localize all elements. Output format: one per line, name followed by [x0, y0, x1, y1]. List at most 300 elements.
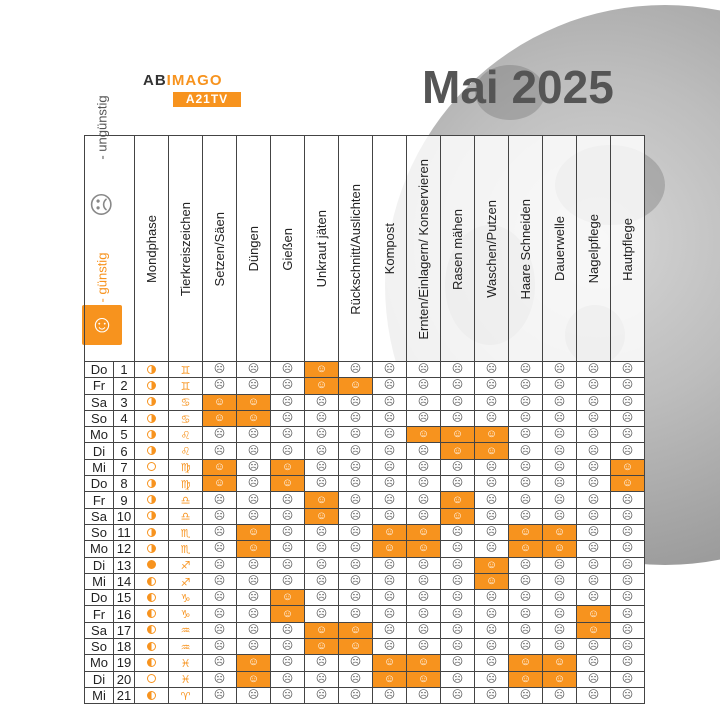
- unfavorable-cell: ☹: [373, 606, 407, 622]
- day-number-cell: 9: [114, 492, 135, 508]
- moon-phase-icon: [147, 446, 156, 455]
- unfavorable-cell: ☹: [407, 378, 441, 394]
- weekday-cell: Mi: [85, 459, 114, 475]
- zodiac-cell: [169, 362, 203, 378]
- unfavorable-cell: ☹: [373, 476, 407, 492]
- unfavorable-cell: ☹: [305, 427, 339, 443]
- unfavorable-cell: ☹: [271, 443, 305, 459]
- unfavorable-cell: ☹: [475, 639, 509, 655]
- unfavorable-cell: ☹: [407, 492, 441, 508]
- unfavorable-cell: ☹: [203, 622, 237, 638]
- favorable-cell: ☺: [611, 476, 645, 492]
- favorable-cell: ☺: [271, 476, 305, 492]
- favorable-cell: ☺: [305, 508, 339, 524]
- zodiac-cell: [169, 410, 203, 426]
- unfavorable-cell: ☹: [509, 427, 543, 443]
- table-row: [85, 671, 645, 687]
- column-header-label: Hautpflege: [620, 217, 635, 281]
- favorable-cell: ☺: [237, 410, 271, 426]
- weekday-cell: Sa: [85, 508, 114, 524]
- unfavorable-cell: ☹: [611, 622, 645, 638]
- favorable-cell: ☺: [407, 427, 441, 443]
- moon-phase-icon: [147, 642, 156, 651]
- moon-phase-cell: [135, 459, 169, 475]
- favorable-cell: ☺: [543, 541, 577, 557]
- unfavorable-cell: ☹: [441, 410, 475, 426]
- weekday-cell: So: [85, 524, 114, 540]
- unfavorable-cell: ☹: [509, 378, 543, 394]
- calendar-body: [85, 362, 645, 704]
- zodiac-icon: ♍: [180, 462, 191, 475]
- column-header-label: Dauerwelle: [552, 216, 567, 282]
- unfavorable-cell: ☹: [203, 606, 237, 622]
- favorable-cell: ☺: [305, 378, 339, 394]
- favorable-cell: ☺: [237, 671, 271, 687]
- unfavorable-cell: ☹: [237, 427, 271, 443]
- zodiac-cell: [169, 492, 203, 508]
- unfavorable-cell: ☹: [475, 687, 509, 703]
- column-header-label: Rückschnitt/Auslichten: [348, 183, 363, 315]
- zodiac-icon: ♊: [180, 364, 191, 377]
- unfavorable-cell: ☹: [203, 508, 237, 524]
- unfavorable-cell: ☹: [305, 573, 339, 589]
- zodiac-icon: ♌: [180, 446, 191, 459]
- unfavorable-cell: ☹: [441, 362, 475, 378]
- zodiac-cell: [169, 671, 203, 687]
- unfavorable-cell: ☹: [373, 427, 407, 443]
- weekday-cell: Mo: [85, 427, 114, 443]
- column-header-label: Setzen/Säen: [212, 211, 227, 287]
- favorable-cell: ☺: [441, 443, 475, 459]
- unfavorable-cell: ☹: [577, 410, 611, 426]
- unfavorable-cell: ☹: [441, 639, 475, 655]
- favorable-cell: ☺: [509, 541, 543, 557]
- unfavorable-cell: ☹: [271, 508, 305, 524]
- unfavorable-cell: ☹: [373, 492, 407, 508]
- zodiac-cell: [169, 590, 203, 606]
- unfavorable-cell: ☹: [611, 606, 645, 622]
- unfavorable-cell: ☹: [509, 573, 543, 589]
- weekday-cell: Di: [85, 557, 114, 573]
- unfavorable-cell: ☹: [237, 476, 271, 492]
- column-header-label: Ernten/Einlagern/ Konservieren: [416, 158, 431, 340]
- moon-phase-cell: [135, 443, 169, 459]
- column-header: [611, 136, 645, 362]
- favorable-cell: ☺: [203, 394, 237, 410]
- day-number-cell: 15: [114, 590, 135, 606]
- unfavorable-cell: ☹: [271, 655, 305, 671]
- zodiac-cell: [169, 622, 203, 638]
- unfavorable-cell: ☹: [407, 590, 441, 606]
- favorable-cell: ☺: [203, 476, 237, 492]
- favorable-cell: ☺: [543, 524, 577, 540]
- unfavorable-cell: ☹: [577, 541, 611, 557]
- favorable-cell: ☺: [475, 443, 509, 459]
- unfavorable-cell: ☹: [577, 590, 611, 606]
- unfavorable-cell: ☹: [543, 427, 577, 443]
- unfavorable-cell: ☹: [339, 427, 373, 443]
- zodiac-cell: [169, 476, 203, 492]
- unfavorable-cell: ☹: [543, 443, 577, 459]
- favorable-cell: ☺: [407, 541, 441, 557]
- unfavorable-cell: ☹: [407, 459, 441, 475]
- unfavorable-cell: ☹: [509, 492, 543, 508]
- unfavorable-cell: ☹: [509, 394, 543, 410]
- unfavorable-cell: ☹: [339, 573, 373, 589]
- column-header: [543, 136, 577, 362]
- unfavorable-cell: ☹: [203, 557, 237, 573]
- unfavorable-cell: ☹: [577, 492, 611, 508]
- unfavorable-cell: ☹: [373, 394, 407, 410]
- unfavorable-cell: ☹: [441, 378, 475, 394]
- weekday-cell: Di: [85, 671, 114, 687]
- unfavorable-cell: ☹: [475, 590, 509, 606]
- unfavorable-cell: ☹: [509, 459, 543, 475]
- moon-phase-cell: [135, 492, 169, 508]
- day-number-cell: 11: [114, 524, 135, 540]
- favorable-cell: ☺: [305, 639, 339, 655]
- unfavorable-cell: ☹: [441, 573, 475, 589]
- weekday-cell: Di: [85, 443, 114, 459]
- unfavorable-cell: ☹: [543, 362, 577, 378]
- table-row: [85, 541, 645, 557]
- moon-phase-cell: [135, 508, 169, 524]
- unfavorable-cell: ☹: [237, 443, 271, 459]
- column-header-label: Waschen/Putzen: [484, 200, 499, 298]
- column-header: [373, 136, 407, 362]
- table-row: [85, 410, 645, 426]
- column-header-label: Haare Schneiden: [518, 198, 533, 300]
- moon-phase-cell: [135, 394, 169, 410]
- zodiac-icon: ♒: [180, 625, 191, 638]
- moon-phase-icon: [147, 593, 156, 602]
- unfavorable-cell: ☹: [339, 443, 373, 459]
- unfavorable-cell: ☹: [305, 443, 339, 459]
- moon-phase-cell: [135, 573, 169, 589]
- unfavorable-cell: ☹: [543, 459, 577, 475]
- table-row: [85, 573, 645, 589]
- table-row: [85, 427, 645, 443]
- unfavorable-cell: ☹: [577, 459, 611, 475]
- day-number-cell: 14: [114, 573, 135, 589]
- unfavorable-cell: ☹: [611, 443, 645, 459]
- table-row: [85, 508, 645, 524]
- unfavorable-cell: ☹: [203, 492, 237, 508]
- day-number-cell: 19: [114, 655, 135, 671]
- moon-phase-cell: [135, 557, 169, 573]
- table-row: [85, 557, 645, 573]
- column-header-label: Tierkreiszeichen: [178, 201, 193, 297]
- unfavorable-cell: ☹: [305, 524, 339, 540]
- column-header: [407, 136, 441, 362]
- unfavorable-cell: ☹: [509, 606, 543, 622]
- weekday-cell: So: [85, 410, 114, 426]
- unfavorable-cell: ☹: [407, 557, 441, 573]
- unfavorable-cell: ☹: [441, 557, 475, 573]
- legend-good-label: - günstig: [94, 252, 110, 303]
- unfavorable-cell: ☹: [577, 427, 611, 443]
- unfavorable-cell: ☹: [271, 410, 305, 426]
- unfavorable-cell: ☹: [509, 508, 543, 524]
- unfavorable-cell: ☹: [441, 671, 475, 687]
- unfavorable-cell: ☹: [339, 541, 373, 557]
- favorable-cell: ☺: [271, 459, 305, 475]
- unfavorable-cell: ☹: [373, 378, 407, 394]
- unfavorable-cell: ☹: [203, 590, 237, 606]
- favorable-cell: ☺: [305, 492, 339, 508]
- column-header-label: Nagelpflege: [586, 214, 601, 284]
- column-header: [135, 136, 169, 362]
- unfavorable-cell: ☹: [305, 655, 339, 671]
- day-number-cell: 18: [114, 639, 135, 655]
- unfavorable-cell: ☹: [373, 687, 407, 703]
- favorable-cell: ☺: [305, 622, 339, 638]
- favorable-cell: ☺: [407, 524, 441, 540]
- unfavorable-cell: ☹: [271, 573, 305, 589]
- favorable-cell: ☺: [611, 459, 645, 475]
- moon-phase-icon: [147, 511, 156, 520]
- moon-phase-cell: [135, 590, 169, 606]
- unfavorable-cell: ☹: [577, 557, 611, 573]
- unfavorable-cell: ☹: [407, 622, 441, 638]
- column-header: [203, 136, 237, 362]
- unfavorable-cell: ☹: [271, 671, 305, 687]
- favorable-cell: ☺: [577, 622, 611, 638]
- logo-ab: AB: [143, 72, 167, 89]
- unfavorable-cell: ☹: [339, 492, 373, 508]
- unfavorable-cell: ☹: [339, 362, 373, 378]
- favorable-cell: ☺: [373, 524, 407, 540]
- unfavorable-cell: ☹: [611, 671, 645, 687]
- zodiac-icon: ♌: [180, 429, 191, 442]
- moon-calendar-table: [84, 135, 645, 704]
- unfavorable-cell: ☹: [407, 394, 441, 410]
- unfavorable-cell: ☹: [509, 622, 543, 638]
- zodiac-cell: [169, 606, 203, 622]
- moon-phase-cell: [135, 476, 169, 492]
- table-row: [85, 687, 645, 703]
- unfavorable-cell: ☹: [203, 687, 237, 703]
- favorable-cell: ☺: [339, 639, 373, 655]
- unfavorable-cell: ☹: [305, 459, 339, 475]
- unfavorable-cell: ☹: [543, 394, 577, 410]
- unfavorable-cell: ☹: [577, 394, 611, 410]
- zodiac-cell: [169, 687, 203, 703]
- unfavorable-cell: ☹: [271, 639, 305, 655]
- table-row: [85, 459, 645, 475]
- unfavorable-cell: ☹: [543, 410, 577, 426]
- table-row: [85, 362, 645, 378]
- unfavorable-cell: ☹: [475, 622, 509, 638]
- logo-a21tv: A21TV: [173, 92, 241, 107]
- moon-phase-cell: [135, 687, 169, 703]
- day-number-cell: 1: [114, 362, 135, 378]
- favorable-cell: ☺: [407, 655, 441, 671]
- favorable-cell: ☺: [441, 508, 475, 524]
- unfavorable-cell: ☹: [611, 541, 645, 557]
- column-header-label: Rasen mähen: [450, 208, 465, 290]
- zodiac-icon: ♏: [180, 543, 191, 556]
- unfavorable-cell: ☹: [475, 606, 509, 622]
- unfavorable-cell: ☹: [509, 443, 543, 459]
- unfavorable-cell: ☹: [305, 606, 339, 622]
- favorable-cell: ☺: [373, 671, 407, 687]
- zodiac-cell: [169, 557, 203, 573]
- unfavorable-cell: ☹: [543, 639, 577, 655]
- unfavorable-cell: ☹: [271, 557, 305, 573]
- zodiac-cell: [169, 394, 203, 410]
- unfavorable-cell: ☹: [203, 541, 237, 557]
- unfavorable-cell: ☹: [543, 557, 577, 573]
- unfavorable-cell: ☹: [441, 687, 475, 703]
- zodiac-cell: [169, 378, 203, 394]
- day-number-cell: 10: [114, 508, 135, 524]
- unfavorable-cell: ☹: [611, 410, 645, 426]
- page-title: Mai 2025: [422, 61, 614, 113]
- unfavorable-cell: ☹: [373, 443, 407, 459]
- unfavorable-cell: ☹: [373, 557, 407, 573]
- column-header: [305, 136, 339, 362]
- zodiac-icon: ♓: [180, 657, 191, 670]
- unfavorable-cell: ☹: [475, 362, 509, 378]
- unfavorable-cell: ☹: [509, 557, 543, 573]
- zodiac-icon: ♋: [180, 397, 191, 410]
- zodiac-icon: ♑: [180, 609, 191, 622]
- unfavorable-cell: ☹: [475, 410, 509, 426]
- unfavorable-cell: ☹: [203, 573, 237, 589]
- unfavorable-cell: ☹: [339, 557, 373, 573]
- moon-phase-icon: [147, 365, 156, 374]
- table-row: [85, 476, 645, 492]
- unfavorable-cell: ☹: [373, 508, 407, 524]
- weekday-cell: Mi: [85, 573, 114, 589]
- favorable-cell: ☺: [543, 655, 577, 671]
- moon-phase-cell: [135, 524, 169, 540]
- header-row: [85, 136, 645, 362]
- unfavorable-cell: ☹: [441, 606, 475, 622]
- zodiac-icon: ♏: [180, 527, 191, 540]
- table-row: [85, 622, 645, 638]
- unfavorable-cell: ☹: [339, 590, 373, 606]
- favorable-cell: ☺: [475, 573, 509, 589]
- favorable-cell: ☺: [509, 655, 543, 671]
- unfavorable-cell: ☹: [203, 378, 237, 394]
- unfavorable-cell: ☹: [203, 671, 237, 687]
- favorable-cell: ☺: [271, 606, 305, 622]
- column-header-label: Mondphase: [144, 215, 159, 283]
- unfavorable-cell: ☹: [339, 410, 373, 426]
- moon-phase-icon: [147, 658, 156, 667]
- zodiac-icon: ♊: [180, 380, 191, 393]
- favorable-cell: ☺: [339, 622, 373, 638]
- unfavorable-cell: ☹: [611, 687, 645, 703]
- logo-imago: IMAGO: [166, 72, 223, 89]
- unfavorable-cell: ☹: [441, 524, 475, 540]
- favorable-cell: ☺: [509, 524, 543, 540]
- unfavorable-cell: ☹: [305, 541, 339, 557]
- favorable-cell: ☺: [407, 671, 441, 687]
- unfavorable-cell: ☹: [203, 524, 237, 540]
- unfavorable-cell: ☹: [237, 508, 271, 524]
- unfavorable-cell: ☹: [543, 622, 577, 638]
- unfavorable-cell: ☹: [305, 410, 339, 426]
- unfavorable-cell: ☹: [373, 622, 407, 638]
- unfavorable-cell: ☹: [611, 508, 645, 524]
- unfavorable-cell: ☹: [373, 573, 407, 589]
- zodiac-cell: [169, 443, 203, 459]
- column-header-label: Unkraut jäten: [314, 210, 329, 288]
- unfavorable-cell: ☹: [271, 378, 305, 394]
- unfavorable-cell: ☹: [577, 524, 611, 540]
- unfavorable-cell: ☹: [611, 427, 645, 443]
- moon-phase-cell: [135, 427, 169, 443]
- unfavorable-cell: ☹: [441, 590, 475, 606]
- zodiac-icon: ♍: [180, 478, 191, 491]
- unfavorable-cell: ☹: [441, 541, 475, 557]
- unfavorable-cell: ☹: [237, 573, 271, 589]
- zodiac-icon: ♑: [180, 592, 191, 605]
- day-number-cell: 6: [114, 443, 135, 459]
- unfavorable-cell: ☹: [373, 362, 407, 378]
- unfavorable-cell: ☹: [203, 443, 237, 459]
- unfavorable-cell: ☹: [611, 655, 645, 671]
- unfavorable-cell: ☹: [543, 508, 577, 524]
- unfavorable-cell: ☹: [271, 524, 305, 540]
- weekday-cell: Sa: [85, 394, 114, 410]
- zodiac-icon: ♓: [180, 674, 191, 687]
- unfavorable-cell: ☹: [271, 427, 305, 443]
- weekday-cell: Fr: [85, 492, 114, 508]
- day-number-cell: 20: [114, 671, 135, 687]
- unfavorable-cell: ☹: [577, 671, 611, 687]
- moon-phase-icon: [147, 609, 156, 618]
- unfavorable-cell: ☹: [509, 362, 543, 378]
- unfavorable-cell: ☹: [203, 362, 237, 378]
- table-row: [85, 524, 645, 540]
- unfavorable-cell: ☹: [577, 655, 611, 671]
- unfavorable-cell: ☹: [475, 524, 509, 540]
- sad-face-icon: ☹: [89, 191, 117, 218]
- table-row: [85, 443, 645, 459]
- unfavorable-cell: ☹: [577, 476, 611, 492]
- moon-phase-cell: [135, 541, 169, 557]
- unfavorable-cell: ☹: [611, 378, 645, 394]
- column-header: [237, 136, 271, 362]
- zodiac-cell: [169, 427, 203, 443]
- unfavorable-cell: ☹: [543, 378, 577, 394]
- favorable-cell: ☺: [237, 655, 271, 671]
- favorable-cell: ☺: [237, 541, 271, 557]
- unfavorable-cell: ☹: [475, 459, 509, 475]
- moon-phase-icon: [147, 625, 156, 634]
- unfavorable-cell: ☹: [373, 590, 407, 606]
- unfavorable-cell: ☹: [203, 427, 237, 443]
- unfavorable-cell: ☹: [577, 362, 611, 378]
- legend-bad-label: - ungünstig: [94, 95, 110, 160]
- day-number-cell: 16: [114, 606, 135, 622]
- column-header: [169, 136, 203, 362]
- unfavorable-cell: ☹: [441, 476, 475, 492]
- day-number-cell: 5: [114, 427, 135, 443]
- unfavorable-cell: ☹: [475, 541, 509, 557]
- unfavorable-cell: ☹: [373, 459, 407, 475]
- zodiac-icon: ♐: [180, 560, 191, 573]
- table-row: [85, 394, 645, 410]
- unfavorable-cell: ☹: [475, 492, 509, 508]
- column-header-label: Kompost: [382, 223, 397, 275]
- unfavorable-cell: ☹: [237, 378, 271, 394]
- unfavorable-cell: ☹: [407, 410, 441, 426]
